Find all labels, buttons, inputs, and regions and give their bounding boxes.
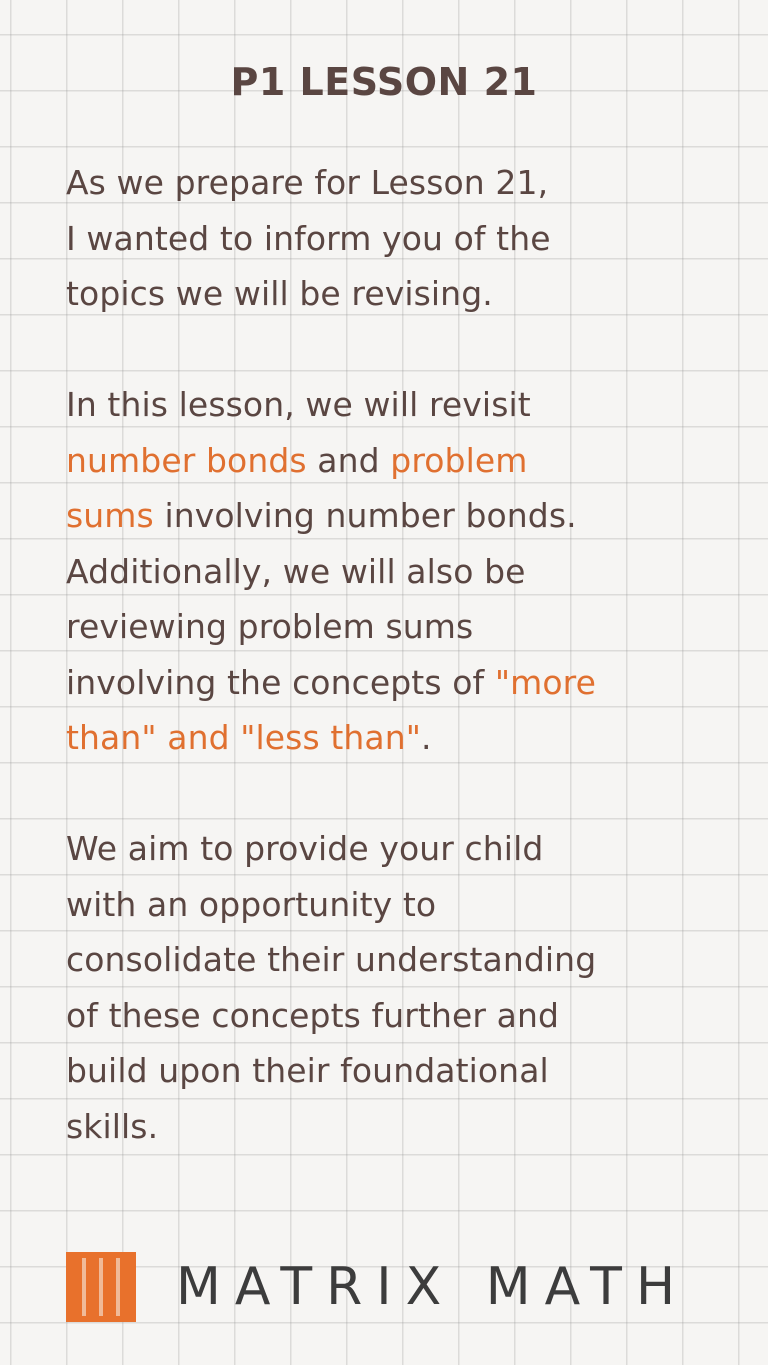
paragraph-intro xyxy=(66,155,746,322)
intro-line-2: I wanted to inform you of the xyxy=(66,218,551,258)
highlight-than-and-less-than: than" and "less than" xyxy=(66,718,422,757)
paragraph-topics xyxy=(66,377,746,766)
aim-line-3: consolidate their understanding xyxy=(66,940,597,979)
topics-line-3-rest: involving number bonds. xyxy=(153,496,577,535)
topics-line-6-start: involving the concepts of xyxy=(66,662,495,702)
paragraph-aim xyxy=(66,821,746,1154)
topics-period: . xyxy=(421,718,432,757)
intro-line-3: topics we will be revising. xyxy=(66,274,493,313)
paragraph-gap xyxy=(66,766,746,822)
intro-line-1: As we prepare for Lesson 21, xyxy=(66,163,549,202)
highlight-number-bonds: number bonds xyxy=(66,440,307,480)
aim-line-1: We aim to provide your child xyxy=(66,829,544,868)
aim-line-4: of these concepts further and xyxy=(66,995,560,1035)
logo-mark-icon xyxy=(66,1252,136,1322)
aim-line-2: with an opportunity to xyxy=(66,884,437,924)
topics-line-1: In this lesson, we will revisit xyxy=(66,385,531,424)
topics-line-4: Additionally, we will also be xyxy=(66,551,526,591)
logo-text: MATRIX MATH xyxy=(176,1257,690,1317)
topics-line-5: reviewing problem sums xyxy=(66,607,474,646)
highlight-sums: sums xyxy=(66,496,154,535)
aim-line-5: build upon their foundational xyxy=(66,1051,549,1090)
paragraph-gap xyxy=(66,322,746,378)
highlight-more: "more xyxy=(494,662,597,702)
topics-and: and xyxy=(306,440,391,480)
highlight-problem: problem xyxy=(390,440,528,480)
body-text xyxy=(66,155,746,1154)
matrix-math-logo xyxy=(66,1252,689,1322)
aim-line-6: skills. xyxy=(66,1106,159,1146)
page-title: P1 LESSON 21 xyxy=(230,60,538,104)
